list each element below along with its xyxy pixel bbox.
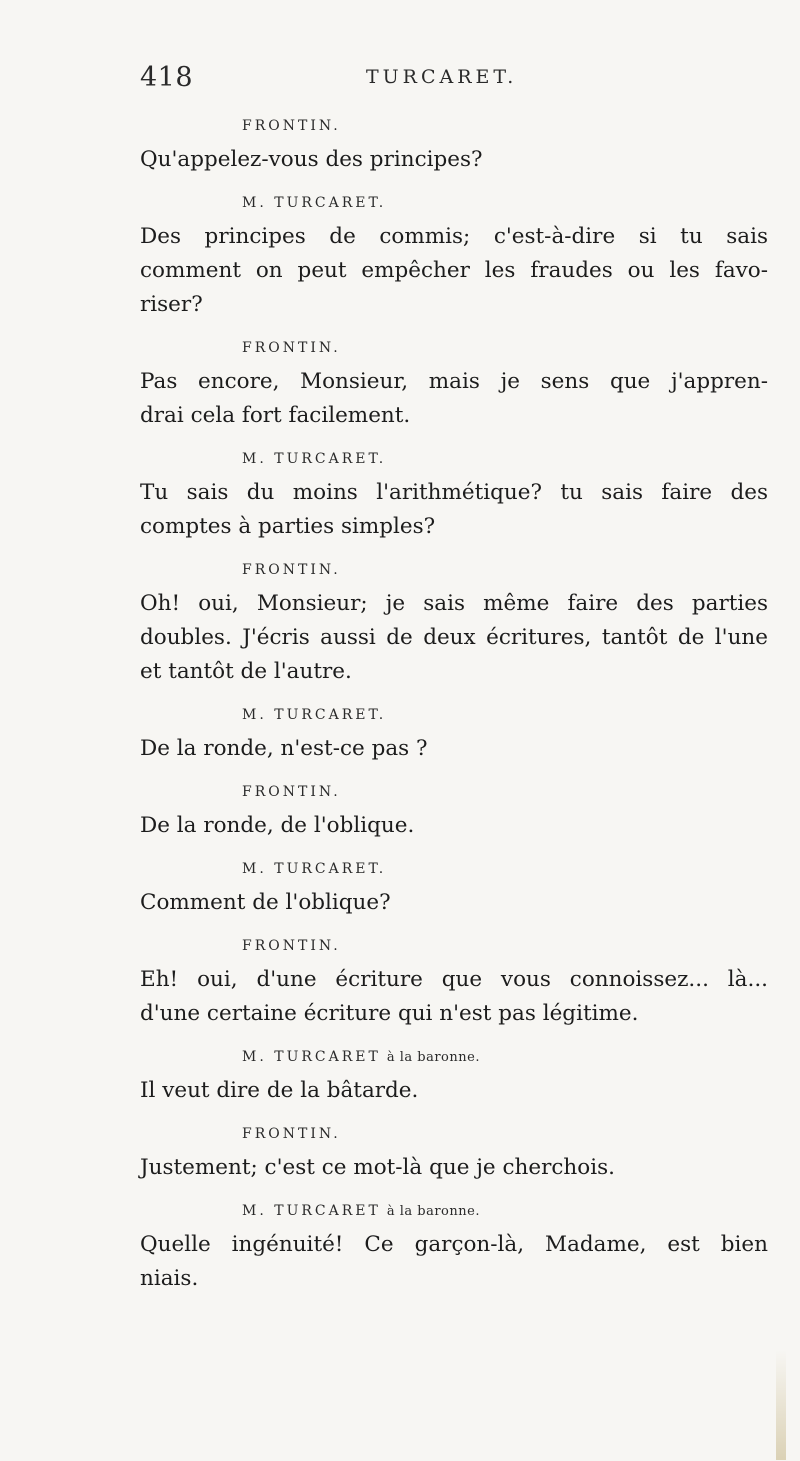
speaker-name: FRONTIN. <box>242 562 341 578</box>
speech <box>140 220 795 322</box>
speech-line: drai cela fort facilement. <box>140 403 411 428</box>
speech-line: Qu'appelez-vous des principes? <box>140 147 483 172</box>
speech-line: Comment de l'oblique? <box>140 890 391 915</box>
speaker-name: FRONTIN. <box>242 1126 341 1142</box>
speaker-name: M. TURCARET à la baronne. <box>242 1203 480 1219</box>
stage-direction: à la baronne. <box>386 1204 480 1219</box>
speech-line: comment on peut empêcher les fraudes ou les favo- <box>140 258 768 283</box>
speech-line: Pas encore, Monsieur, mais je sens que j'appren- <box>140 369 768 394</box>
speaker-name: FRONTIN. <box>242 784 341 800</box>
speech-line: d'une certaine écriture qui n'est pas légitime. <box>140 1001 639 1026</box>
speech <box>140 732 795 766</box>
speaker-name: FRONTIN. <box>242 118 341 134</box>
speech-line: et tantôt de l'autre. <box>140 659 352 684</box>
speech <box>140 963 795 1031</box>
speech-line: Eh! oui, d'une écriture que vous connoissez... là... <box>140 967 768 992</box>
speech <box>140 1228 795 1296</box>
speech <box>140 476 795 544</box>
speaker-name: M. TURCARET. <box>242 195 387 211</box>
speech-line: Quelle ingénuité! Ce garçon-là, Madame, est bien <box>140 1232 768 1257</box>
page-number: 418 <box>140 62 194 93</box>
speech-line: comptes à parties simples? <box>140 514 436 539</box>
speaker-name: M. TURCARET à la baronne. <box>242 1049 480 1065</box>
speech <box>140 143 795 177</box>
speaker-name: M. TURCARET. <box>242 861 387 877</box>
speech-line: doubles. J'écris aussi de deux écritures, tantôt de l'une <box>140 625 768 650</box>
dialogue-text <box>140 110 795 1306</box>
page-header <box>140 62 660 102</box>
speech-line: Des principes de commis; c'est-à-dire si tu sais <box>140 224 768 249</box>
speaker-name: FRONTIN. <box>242 938 341 954</box>
speaker-name: M. TURCARET. <box>242 451 387 467</box>
speech <box>140 809 795 843</box>
stage-direction: à la baronne. <box>386 1050 480 1065</box>
speech-line: Il veut dire de la bâtarde. <box>140 1078 419 1103</box>
speech <box>140 587 795 689</box>
page-edge-stain <box>776 1350 786 1460</box>
running-head: TURCARET. <box>366 66 518 88</box>
speech-line: Tu sais du moins l'arithmétique? tu sais faire des <box>140 480 768 505</box>
speech-line: riser? <box>140 292 203 317</box>
speech <box>140 365 795 433</box>
speech-line: De la ronde, de l'oblique. <box>140 813 415 838</box>
speech-line: De la ronde, n'est-ce pas ? <box>140 736 428 761</box>
speech <box>140 1074 795 1108</box>
speaker-name: M. TURCARET. <box>242 707 387 723</box>
speech <box>140 1151 795 1185</box>
speech-line: niais. <box>140 1266 199 1291</box>
speaker-name: FRONTIN. <box>242 340 341 356</box>
speech <box>140 886 795 920</box>
speech-line: Oh! oui, Monsieur; je sais même faire des parties <box>140 591 768 616</box>
speech-line: Justement; c'est ce mot-là que je cherchois. <box>140 1155 615 1180</box>
